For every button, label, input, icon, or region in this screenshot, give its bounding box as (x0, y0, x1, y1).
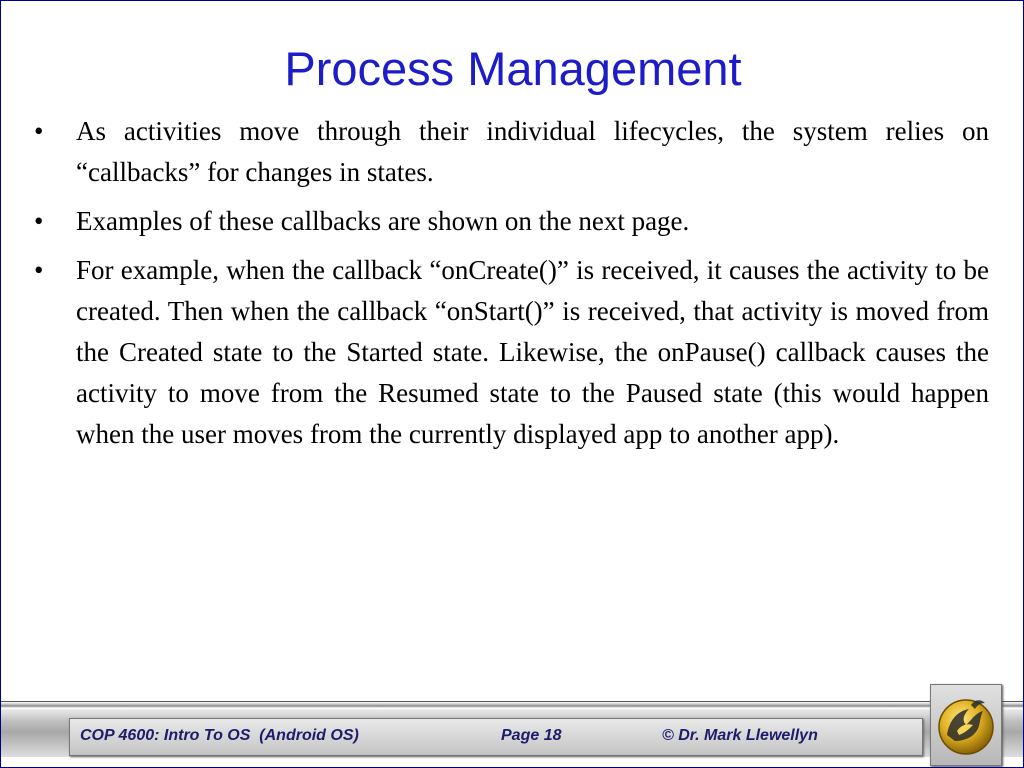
bullet-marker: • (34, 116, 44, 146)
bullet-item (31, 111, 989, 193)
footer-panel (69, 718, 923, 756)
slide-title: Process Management (284, 42, 742, 95)
bullet-list (31, 111, 989, 463)
footer-course: COP 4600: Intro To OS (Android OS) (80, 727, 359, 744)
bullet-item (31, 201, 989, 242)
bullet-marker: • (34, 206, 44, 236)
bullet-text: Examples of these callbacks are shown on the next page. (76, 206, 690, 236)
bullet-text: For example, when the callback “onCreate()” is received, it causes the activity to be created. Then when the callback “onStart()” is received, that activity is moved from the Created state to the Started state. Likewise, the onPause() callback causes the activity to move from the Resumed state to the Paused state (this would happen when the user moves from the currently displayed app to another app). (76, 255, 989, 449)
footer-page-number: Page 18 (501, 727, 562, 744)
bullet-marker: • (34, 255, 44, 285)
footer-author: © Dr. Mark Llewellyn (662, 727, 818, 744)
pegasus-logo-icon (935, 691, 997, 759)
bullet-item (31, 250, 989, 455)
bullet-text: As activities move through their individual lifecycles, the system relies on “callbacks” for changes in states. (76, 116, 989, 187)
logo-box (930, 684, 1002, 766)
